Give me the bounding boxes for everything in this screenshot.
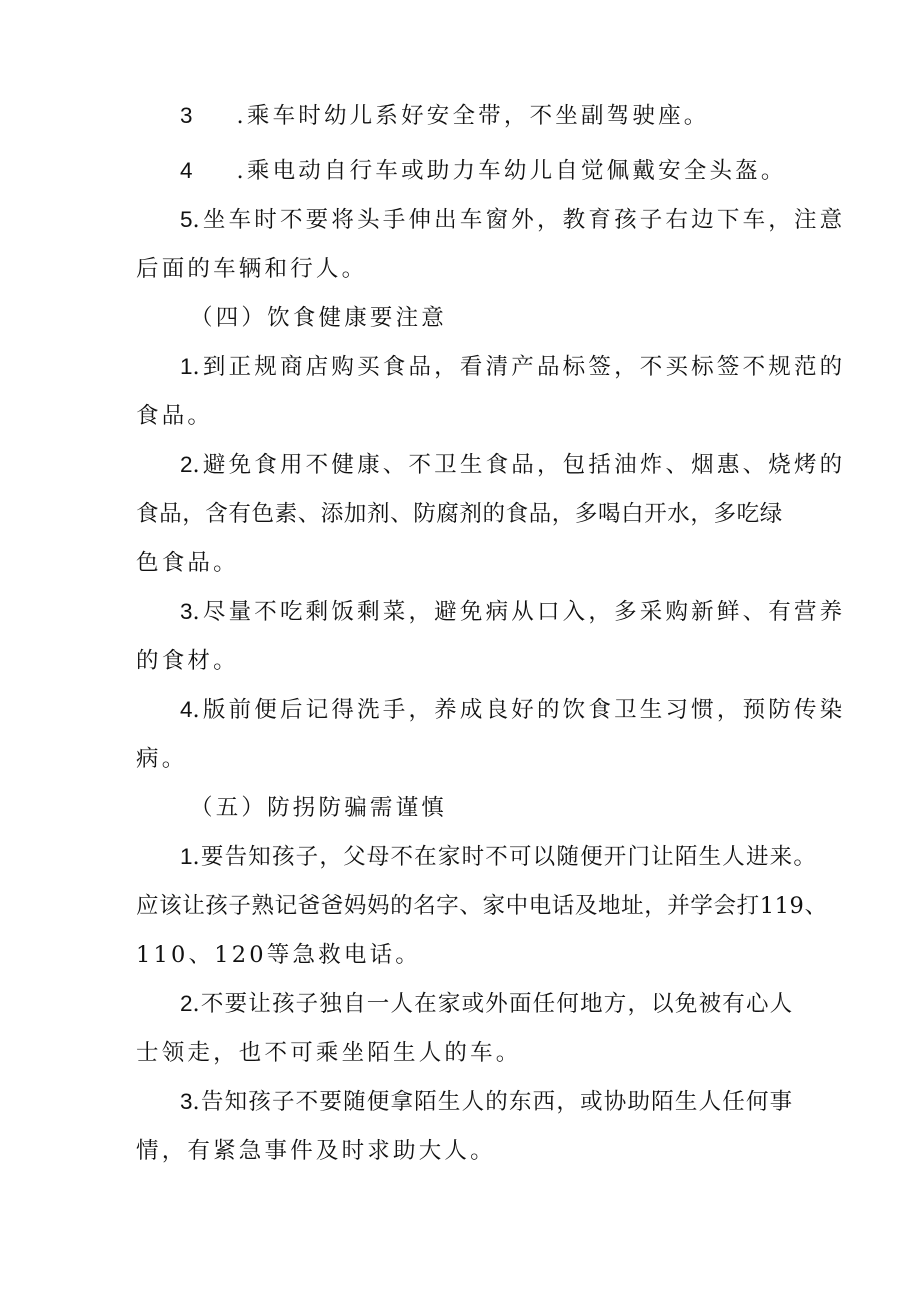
section-heading-diet: （四）饮食健康要注意 [190, 305, 448, 331]
food-item-1 [180, 352, 846, 382]
traffic-item-5 [180, 205, 846, 235]
item-number: 2 [180, 452, 193, 477]
item-number: 2 [180, 991, 193, 1016]
item-text: .尽量不吃剩饭剩菜，避免病从口入，多采购新鲜、有营养 [192, 599, 846, 625]
item-text: .乘车时幼儿系好安全带，不坐副驾驶座。 [236, 103, 710, 129]
food-item-1-cont: 食品。 [136, 403, 214, 429]
item-number: 3 [180, 1089, 193, 1114]
item-number: 3 [180, 599, 193, 624]
item-text: .告知孩子不要随便拿陌生人的东西，或协助陌生人任何事 [192, 1089, 794, 1115]
item-number: 3 [180, 103, 193, 128]
food-item-2-cont: 食品，含有色素、添加剂、防腐剂的食品，多喝白开水，多吃绿 [136, 501, 783, 527]
item-text: .坐车时不要将头手伸出车窗外，教育孩子右边下车，注意 [192, 207, 846, 233]
item-text: .版前便后记得洗手，养成良好的饮食卫生习惯，预防传染 [192, 697, 846, 723]
fraud-item-1-cont: 应该让孩子熟记爸爸妈妈的名字、家中电话及地址，并学会打119、 [136, 893, 828, 919]
food-item-2 [180, 450, 846, 480]
item-text: .到正规商店购买食品，看清产品标签，不买标签不规范的 [192, 354, 846, 380]
item-number: 1 [180, 844, 193, 869]
item-text: .要告知孩子，父母不在家时不可以随便开门让陌生人进来。 [192, 844, 818, 870]
item-text: .不要让孩子独自一人在家或外面任何地方，以免被有心人 [192, 991, 794, 1017]
fraud-item-3 [180, 1087, 840, 1117]
item-number: 5 [180, 207, 193, 232]
item-number: 4 [180, 158, 193, 183]
traffic-item-5-cont: 后面的车辆和行人。 [136, 256, 368, 282]
fraud-item-1-cont: 110、120等急救电话。 [136, 942, 421, 968]
item-number: 4 [180, 697, 193, 722]
traffic-item-3 [180, 101, 840, 131]
item-number: 1 [180, 354, 193, 379]
food-item-4-cont: 病。 [136, 746, 188, 772]
food-item-2-cont: 色食品。 [136, 550, 239, 576]
traffic-item-4 [180, 156, 840, 186]
section-heading-anti-abduction: （五）防拐防骗需谨慎 [190, 795, 448, 821]
item-text: .避免食用不健康、不卫生食品，包括油炸、烟惠、烧烤的 [192, 452, 846, 478]
food-item-3-cont: 的食材。 [136, 648, 239, 674]
food-item-4 [180, 695, 846, 725]
fraud-item-2-cont: 士领走，也不可乘坐陌生人的车。 [136, 1040, 522, 1066]
fraud-item-1 [180, 842, 840, 872]
item-text: .乘电动自行车或助力车幼儿自觉佩戴安全头盔。 [236, 158, 787, 184]
fraud-item-2 [180, 989, 840, 1019]
food-item-3 [180, 597, 846, 627]
fraud-item-3-cont: 情，有紧急事件及时求助大人。 [136, 1138, 496, 1164]
